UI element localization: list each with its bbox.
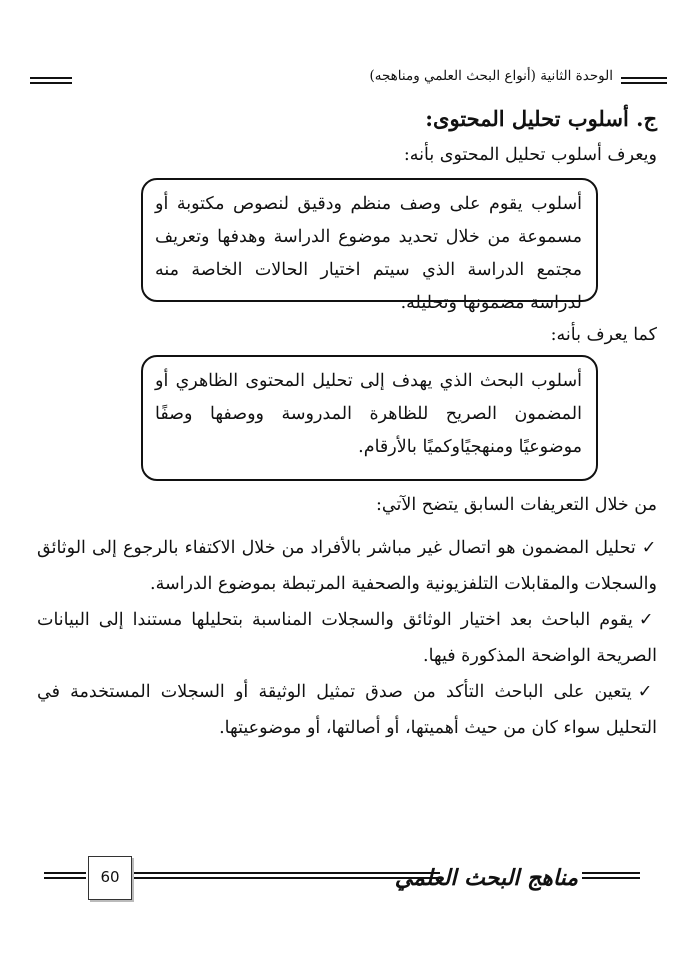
bullet-text: يتعين على الباحث التأكد من صدق تمثيل الوثيقة أو السجلات المستخدمة في التحليل سواء كان من حيث أهميتها، أو أصالتها، أو موضوعيتها. (37, 682, 657, 738)
header-rule-left (30, 77, 72, 84)
header-title: الوحدة الثانية (أنواع البحث العلمي ومناهجه) (369, 68, 613, 84)
definition-intro-1: ويعرف أسلوب تحليل المحتوى بأنه: (403, 145, 657, 165)
definition-text-1: أسلوب يقوم على وصف منظم ودقيق لنصوص مكتوبة أو مسموعة من خلال تحديد موضوع الدراسة وهدفها وتعريف مجتمع الدراسة الذي سيتم اختيار الحالات الخاصة منه لدراسة مضمونها وتحليله. (155, 194, 582, 313)
definition-box-1 (141, 178, 598, 313)
definition-box-2 (141, 355, 598, 481)
section-heading: ج. أسلوب تحليل المحتوى: (425, 106, 657, 131)
footer-rule-left (44, 872, 86, 879)
list-item (37, 602, 657, 674)
page-header (30, 64, 667, 94)
conclusions-intro: من خلال التعريفات السابق يتضح الآتي: (375, 495, 657, 515)
check-icon: ✓ (637, 682, 657, 702)
header-rule-right (621, 77, 667, 84)
list-item (37, 530, 657, 602)
book-logo: مناهج البحث العلمي (394, 865, 578, 891)
bullet-text: يقوم الباحث بعد اختيار الوثائق والسجلات المناسبة بتحليلها مستندا إلى البيانات الصريحة الواضحة المذكورة فيها. (37, 610, 657, 666)
list-item (37, 674, 657, 746)
page-number: 60 (100, 868, 120, 886)
definition-text-2: أسلوب البحث الذي يهدف إلى تحليل المحتوى الظاهري أو المضمون الصريح للظاهرة المدروسة ووصفها وصفًا موضوعيًا ومنهجيًاوكميًا بالأرقام. (155, 371, 582, 457)
bullet-list (37, 530, 657, 746)
check-icon: ✓ (638, 610, 657, 630)
definition-intro-2: كما يعرف بأنه: (550, 325, 657, 345)
page-number-box (88, 856, 132, 900)
footer-rule-right (582, 872, 640, 879)
bullet-text: تحليل المضمون هو اتصال غير مباشر بالأفراد من خلال الاكتفاء بالرجوع إلى الوثائق والسجلات والمقابلات التلفزيونية والصحفية المرتبطة بموضوع الدراسة. (37, 538, 657, 594)
footer-rule-middle (134, 872, 440, 879)
check-icon: ✓ (641, 538, 657, 558)
